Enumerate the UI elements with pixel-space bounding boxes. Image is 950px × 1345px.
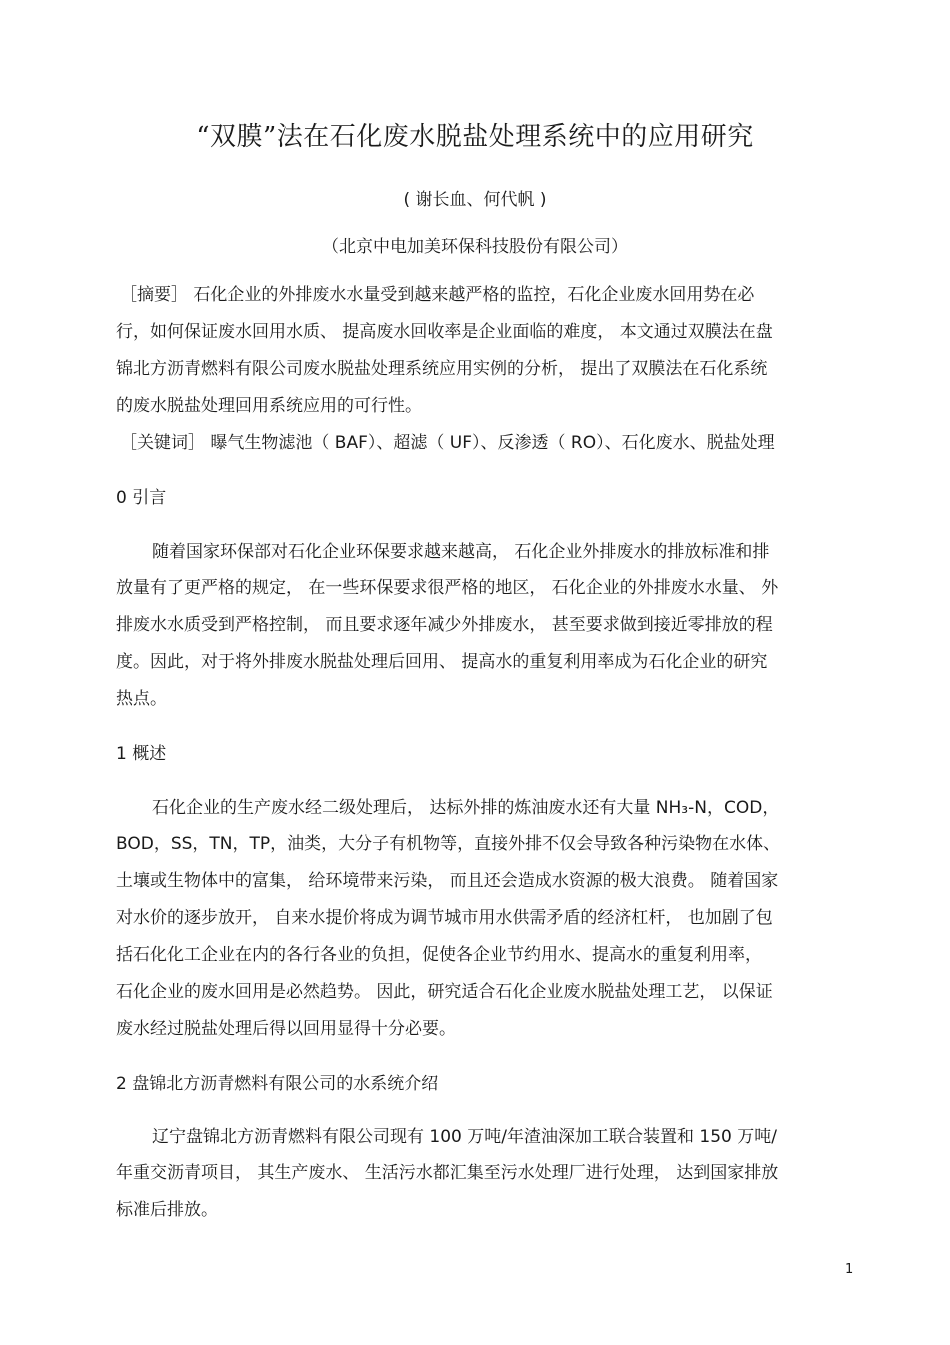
abstract-line: ［摘要］ 石化企业的外排废水水量受到越来越严格的监控，石化企业废水回用势在必 [120,285,755,305]
section-heading: 0 引言 [116,488,167,508]
abstract-line: 锦北方沥青燃料有限公司废水脱盐处理系统应用实例的分析， 提出了双膜法在石化系统 [116,359,768,379]
body-line: 辽宁盘锦北方沥青燃料有限公司现有 100 万吨/年渣油深加工联合装置和 150 万吨/ [152,1127,777,1147]
body-line: 随着国家环保部对石化企业环保要求越来越高， 石化企业外排废水的排放标准和排 [152,542,770,562]
body-line: 石化企业的生产废水经二级处理后， 达标外排的炼油废水还有大量 NH₃-N，COD， [152,798,780,818]
body-line: 热点。 [116,689,167,709]
body-line: 排废水水质受到严格控制， 而且要求逐年减少外排废水， 甚至要求做到接近零排放的程 [116,615,773,635]
body-line: 对水价的逐步放开， 自来水提价将成为调节城市用水供需矛盾的经济杠杆， 也加剧了包 [116,908,773,928]
body-line: BOD，SS，TN，TP，油类，大分子有机物等，直接外排不仅会导致各种污染物在水体、 [116,834,781,854]
page-number: 1 [845,1262,854,1277]
abstract-line: 行，如何保证废水回用水质、 提高废水回收率是企业面临的难度， 本文通过双膜法在盘 [116,322,773,342]
affiliation: （北京中电加美环保科技股份有限公司） [322,237,628,257]
body-line: 度。因此，对于将外排废水脱盐处理后回用、 提高水的重复利用率成为石化企业的研究 [116,652,768,672]
authors: ( 谢长血、何代帆 ) [403,190,547,210]
section-heading: 2 盘锦北方沥青燃料有限公司的水系统介绍 [116,1074,439,1094]
body-line: 石化企业的废水回用是必然趋势。 因此，研究适合石化企业废水脱盐处理工艺， 以保证 [116,982,773,1002]
body-line: 放量有了更严格的规定， 在一些环保要求很严格的地区， 石化企业的外排废水水量、 外 [116,578,779,598]
body-line: 括石化化工企业在内的各行各业的负担，促使各企业节约用水、提高水的重复利用率， [116,945,762,965]
body-line: 废水经过脱盐处理后得以回用显得十分必要。 [116,1019,456,1039]
section-heading: 1 概述 [116,744,167,764]
body-line: 年重交沥青项目， 其生产废水、 生活污水都汇集至污水处理厂进行处理， 达到国家排放 [116,1163,779,1183]
paper-title: “双膜”法在石化废水脱盐处理系统中的应用研究 [196,122,754,152]
abstract-line: 的废水脱盐处理回用系统应用的可行性。 [116,396,422,416]
body-line: 标准后排放。 [116,1200,218,1220]
keywords: ［关键词］ 曝气生物滤池（ BAF）、超滤（ UF）、反渗透（ RO）、石化废水、脱盐处理 [120,433,775,453]
body-line: 土壤或生物体中的富集， 给环境带来污染， 而且还会造成水资源的极大浪费。 随着国家 [116,871,779,891]
